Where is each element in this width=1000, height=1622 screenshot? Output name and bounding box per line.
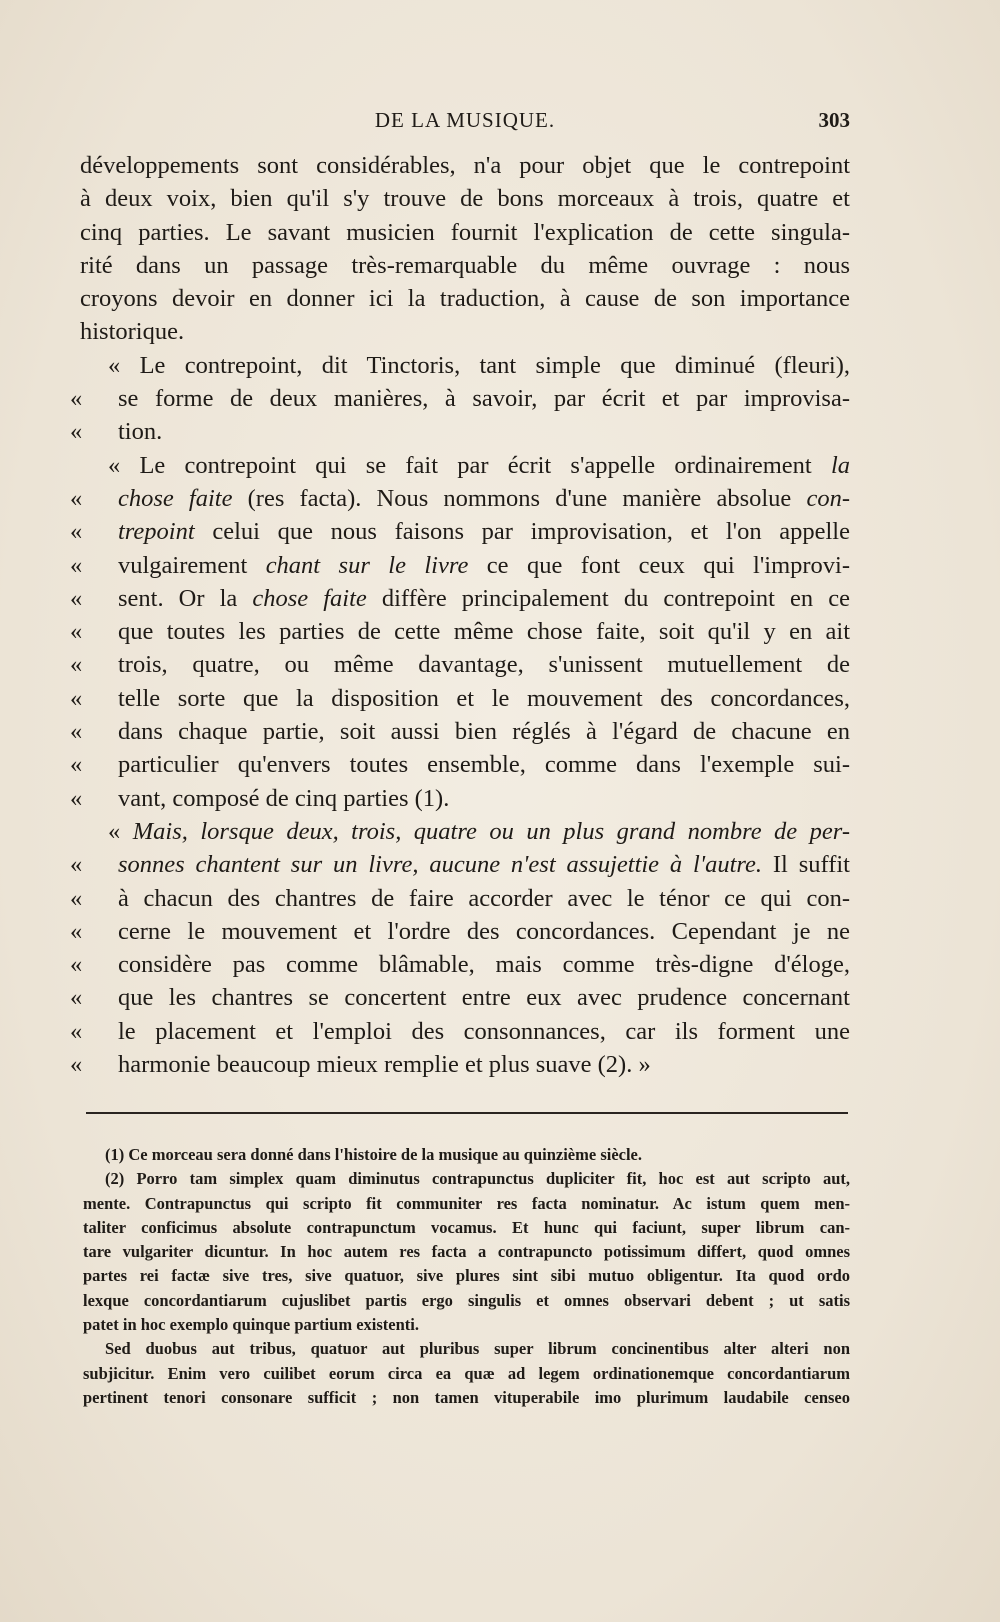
- quote-mark: «: [70, 418, 83, 446]
- footnote-line: pertinent tenori consonare sufficit ; non tamen vituperabile imo plurimum laudabile censeo: [83, 1387, 850, 1407]
- line-text: cinq parties. Le savant musicien fournit l'explication de cette singula-: [80, 218, 850, 246]
- running-title: DE LA MUSIQUE.: [374, 108, 556, 132]
- line-text: sent. Or la chose faite diffère principalement du contrepoint en ce: [118, 584, 851, 612]
- footnote-line: subjicitur. Enim vero cuilibet eorum circa ea quæ ad legem ordinationemque concordantiarum: [83, 1363, 850, 1383]
- line-text: vant, composé de cinq parties (1).: [118, 784, 450, 812]
- line-text: particulier qu'envers toutes ensemble, comme dans l'exemple sui-: [118, 751, 850, 779]
- quote-mark: «: [70, 951, 83, 979]
- line-text: dans chaque partie, soit aussi bien réglés à l'égard de chacune en: [118, 718, 850, 746]
- quote-mark: «: [70, 1051, 83, 1079]
- text-line: [80, 315, 850, 348]
- footnote-line: (1) Ce morceau sera donné dans l'histoire de la musique au quinzième siècle.: [105, 1145, 643, 1164]
- line-text: se forme de deux manières, à savoir, par écrit et par improvisa-: [118, 385, 850, 413]
- text-line: [70, 648, 850, 681]
- line-text: telle sorte que la disposition et le mouvement des concordances,: [118, 684, 850, 712]
- quote-mark: «: [70, 984, 83, 1012]
- text-line: [70, 981, 850, 1014]
- text-line: [70, 415, 850, 448]
- page-number: 303: [818, 108, 850, 132]
- footnote-line: Sed duobus aut tribus, quatuor aut pluribus super librum concinentibus alter alteri non: [105, 1339, 850, 1359]
- text-line: [70, 915, 850, 948]
- line-text: cerne le mouvement et l'ordre des concordances. Cependant je ne: [118, 917, 850, 945]
- text-line: [70, 515, 850, 548]
- line-text: le placement et l'emploi des consonnances, car ils forment une: [118, 1017, 850, 1045]
- text-line: [70, 748, 850, 781]
- line-text: trois, quatre, ou même davantage, s'unissent mutuellement de: [118, 651, 850, 679]
- text-line: [80, 149, 850, 182]
- line-text: historique.: [80, 318, 185, 346]
- quote-mark: «: [70, 651, 83, 679]
- line-text: rité dans un passage très-remarquable du même ouvrage : nous: [80, 251, 850, 279]
- footnote-line: tare vulgariter dicuntur. In hoc autem res facta a contrapuncto potissimum differt, quod omnes: [83, 1242, 850, 1262]
- footnote-line: patet in hoc exemplo quinque partium existenti.: [83, 1315, 419, 1335]
- line-text: vulgairement chant sur le livre ce que font ceux qui l'improvi-: [118, 551, 850, 579]
- footnote-line: lexque concordantiarum cujuslibet partis ergo singulis et omnes observari debent ; ut satis: [83, 1290, 850, 1310]
- line-text: « Mais, lorsque deux, trois, quatre ou un plus grand nombre de per-: [108, 817, 850, 845]
- text-line: [70, 382, 850, 415]
- text-line: [70, 948, 850, 981]
- main-text: [70, 149, 851, 1081]
- line-text: sonnes chantent sur un livre, aucune n'est assujettie à l'autre. Il suffit: [118, 851, 850, 879]
- quote-mark: «: [70, 718, 83, 746]
- page-header: [80, 108, 850, 138]
- quote-mark: «: [70, 784, 83, 812]
- text-line: [70, 582, 851, 615]
- line-text: à deux voix, bien qu'il s'y trouve de bons morceaux à trois, quatre et: [80, 185, 850, 213]
- text-line: [80, 282, 850, 315]
- quote-mark: «: [70, 884, 83, 912]
- line-text: harmonie beaucoup mieux remplie et plus suave (2). »: [118, 1051, 651, 1079]
- text-line: [80, 249, 850, 282]
- text-line: [70, 1015, 850, 1048]
- text-line: [80, 182, 850, 215]
- text-line: [70, 549, 850, 582]
- text-line: [70, 682, 850, 715]
- line-text: « Le contrepoint qui se fait par écrit s'appelle ordinairement la: [108, 451, 850, 479]
- quote-mark: «: [70, 1017, 83, 1045]
- quote-mark: «: [70, 584, 83, 612]
- line-text: considère pas comme blâmable, mais comme très-digne d'éloge,: [118, 951, 850, 979]
- quote-mark: «: [70, 385, 83, 413]
- text-line: [70, 482, 851, 515]
- quote-mark: «: [70, 618, 83, 646]
- text-line: [80, 216, 850, 249]
- footnote-line: mente. Contrapunctus qui scripto fit communiter res facta nominatur. Ac istum quem men-: [83, 1193, 850, 1213]
- quote-mark: «: [70, 518, 83, 546]
- footnote-line: (2) Porro tam simplex quam diminutus contrapunctus dupliciter fit, hoc est aut scripto aut,: [105, 1169, 850, 1189]
- text-line: [80, 449, 850, 482]
- line-text: croyons devoir en donner ici la traduction, à cause de son importance: [80, 285, 850, 313]
- line-text: développements sont considérables, n'a pour objet que le contrepoint: [80, 152, 850, 179]
- text-line: [70, 715, 850, 748]
- footnotes: [83, 1143, 850, 1410]
- footnote-line: partes rei factæ sive tres, sive quatuor, sive plures sint sibi mutuo obligentur. Ita quod ordo: [83, 1266, 850, 1286]
- text-line: [70, 882, 850, 915]
- quote-mark: «: [70, 551, 83, 579]
- line-text: « Le contrepoint, dit Tinctoris, tant simple que diminué (fleuri),: [108, 351, 850, 379]
- line-text: tion.: [118, 418, 163, 446]
- text-line: [80, 815, 850, 848]
- quote-mark: «: [70, 484, 83, 512]
- text-line: [80, 349, 850, 382]
- line-text: à chacun des chantres de faire accorder avec le ténor ce qui con-: [118, 884, 850, 912]
- quote-mark: «: [70, 917, 83, 945]
- footnote-rule: [86, 1112, 848, 1114]
- text-line: [70, 615, 850, 648]
- text-line: [70, 1048, 850, 1081]
- line-text: que les chantres se concertent entre eux avec prudence concernant: [118, 984, 850, 1012]
- line-text: trepoint celui que nous faisons par improvisation, et l'on appelle: [118, 518, 850, 546]
- quote-mark: «: [70, 684, 83, 712]
- quote-mark: «: [70, 751, 83, 779]
- quote-mark: «: [70, 851, 83, 879]
- footnote-line: taliter conficimus absolute contrapunctum vocamus. Et hunc qui faciunt, super librum can-: [83, 1217, 850, 1237]
- line-text: chose faite (res facta). Nous nommons d'une manière absolue con-: [118, 484, 851, 512]
- text-line: [70, 782, 850, 815]
- text-line: [70, 848, 850, 881]
- line-text: que toutes les parties de cette même chose faite, soit qu'il y en ait: [118, 618, 850, 646]
